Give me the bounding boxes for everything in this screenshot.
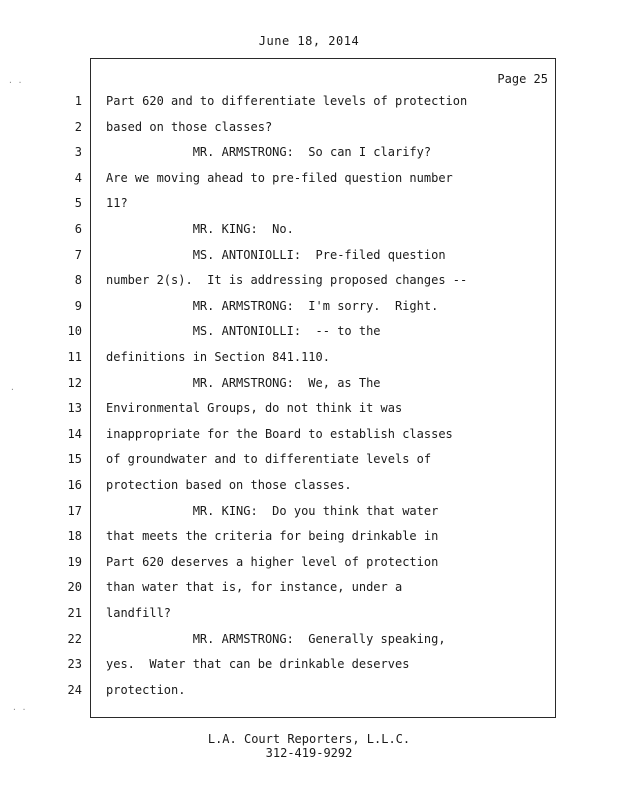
line-text: than water that is, for instance, under a [106, 580, 403, 594]
line-text: Part 620 deserves a higher level of protection [106, 555, 439, 569]
line-text: MR. KING: No. [106, 222, 294, 236]
line-text: number 2(s). It is addressing proposed changes -- [106, 273, 468, 287]
line-text: based on those classes? [106, 120, 273, 134]
line-number: 17 [67, 504, 82, 518]
line-text: yes. Water that can be drinkable deserves [106, 657, 410, 671]
line-number: 12 [67, 376, 82, 390]
line-text: protection. [106, 683, 186, 697]
line-number: 4 [74, 171, 82, 185]
line-number: 6 [74, 222, 82, 236]
line-text: MR. ARMSTRONG: So can I clarify? [106, 145, 432, 159]
line-number: 21 [67, 606, 82, 620]
scan-speck: · [10, 385, 15, 394]
line-number: 1 [74, 94, 82, 108]
line-number: 13 [67, 401, 82, 415]
line-number: 10 [67, 324, 82, 338]
line-text: MS. ANTONIOLLI: -- to the [106, 324, 381, 338]
line-text: landfill? [106, 606, 172, 620]
line-text: MR. KING: Do you think that water [106, 504, 439, 518]
scan-speck: · · [12, 705, 27, 714]
header-date: June 18, 2014 [258, 34, 360, 48]
line-number: 22 [67, 632, 82, 646]
line-number: 9 [74, 299, 82, 313]
footer-phone: 312-419-9292 [265, 746, 353, 760]
line-text: Are we moving ahead to pre-filed question number [106, 171, 453, 185]
scan-speck: · · [8, 78, 23, 87]
line-text: that meets the criteria for being drinkable in [106, 529, 439, 543]
line-text: MS. ANTONIOLLI: Pre-filed question [106, 248, 446, 262]
line-number: 2 [74, 120, 82, 134]
line-number: 8 [74, 273, 82, 287]
line-text: of groundwater and to differentiate levels of [106, 452, 432, 466]
line-number: 5 [74, 196, 82, 210]
line-number: 15 [67, 452, 82, 466]
footer-company: L.A. Court Reporters, L.L.C. [207, 732, 411, 746]
line-text: definitions in Section 841.110. [106, 350, 330, 364]
line-number: 3 [74, 145, 82, 159]
line-number: 14 [67, 427, 82, 441]
line-number: 20 [67, 580, 82, 594]
line-number: 11 [67, 350, 82, 364]
line-number: 19 [67, 555, 82, 569]
line-text: inappropriate for the Board to establish classes [106, 427, 453, 441]
line-text: MR. ARMSTRONG: Generally speaking, [106, 632, 446, 646]
line-text: 11? [106, 196, 128, 210]
line-number: 7 [74, 248, 82, 262]
line-number: 23 [67, 657, 82, 671]
line-number: 16 [67, 478, 82, 492]
line-text: protection based on those classes. [106, 478, 352, 492]
line-text: MR. ARMSTRONG: I'm sorry. Right. [106, 299, 439, 313]
line-number: 24 [67, 683, 82, 697]
line-text: Part 620 and to differentiate levels of protection [106, 94, 468, 108]
line-number: 18 [67, 529, 82, 543]
page-number: Page 25 [497, 72, 548, 86]
line-text: MR. ARMSTRONG: We, as The [106, 376, 381, 390]
line-text: Environmental Groups, do not think it was [106, 401, 403, 415]
